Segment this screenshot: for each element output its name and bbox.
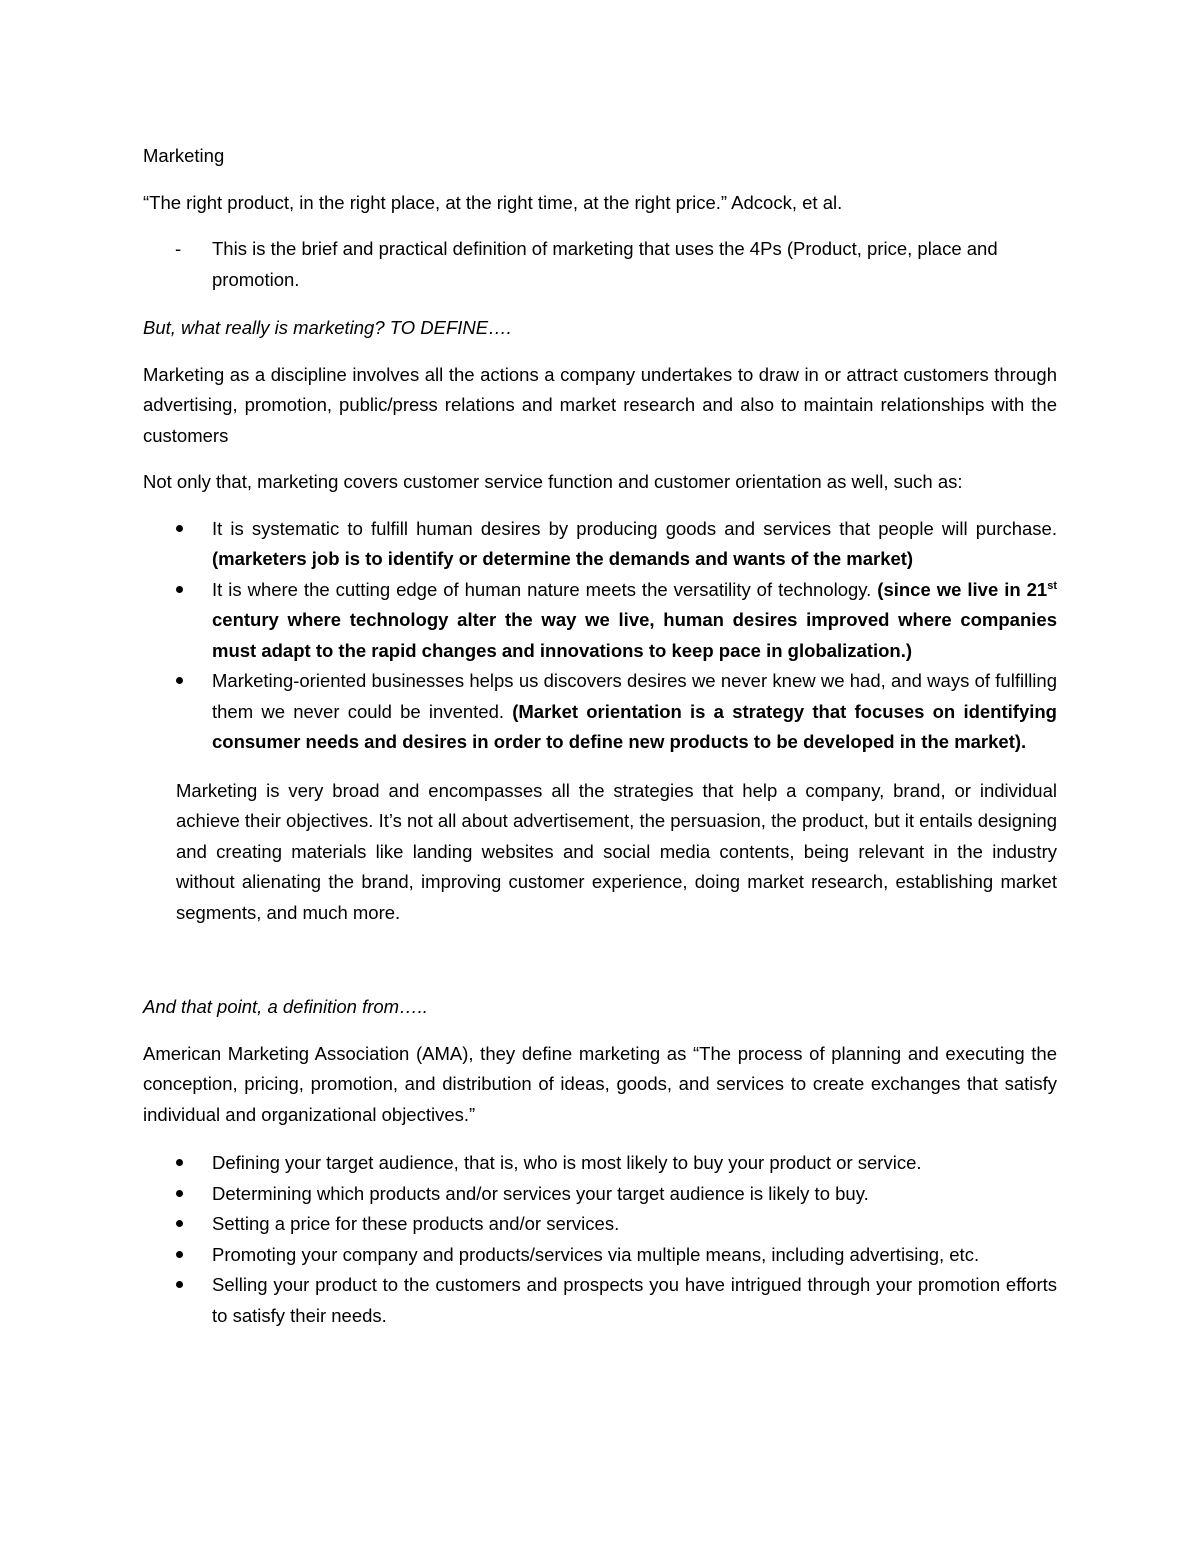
dash-item-text: This is the brief and practical definition of marketing that uses the 4Ps (Product, price, place and promotion.	[212, 238, 998, 290]
ordinal-sup: st	[1047, 579, 1057, 592]
list-item	[143, 575, 1057, 667]
list-item	[143, 666, 1057, 758]
bullet-icon	[176, 1281, 183, 1288]
spacer	[143, 928, 1057, 992]
list-item-text: Determining which products and/or services your target audience is likely to buy.	[212, 1182, 869, 1204]
bullet-icon	[176, 525, 183, 532]
list-item	[143, 1179, 1057, 1210]
list-item	[143, 1240, 1057, 1271]
list-item-bold: (marketers job is to identify or determine the demands and wants of the market)	[212, 548, 914, 569]
question-heading: But, what really is marketing? TO DEFINE….	[143, 317, 512, 338]
list-item-text: It is where the cutting edge of human nature meets the versatility of technology.	[212, 578, 878, 600]
doc-title: Marketing	[143, 145, 225, 166]
bold-before: (since we live in 21	[877, 578, 1048, 600]
bullet-icon	[176, 586, 183, 593]
orientation-list	[143, 514, 1057, 758]
not-only-paragraph: Not only that, marketing covers customer service function and customer orientation as well, such as:	[143, 471, 963, 492]
dash-marker: -	[175, 238, 182, 259]
list-item	[143, 1209, 1057, 1240]
list-item-text: Promoting your company and products/services via multiple means, including advertising, etc.	[212, 1243, 980, 1265]
list-item-text: It is systematic to fulfill human desires by producing goods and services that people will purchase.	[212, 517, 1057, 539]
list-item-bold: (Market orientation is a strategy that focuses on identifying consumer needs and desires in order to define new products to be developed in the market).	[212, 700, 1057, 752]
bold-after: century where technology alter the way we live, human desires improved where companies must adapt to the rapid changes and innovations to keep pace in globalization.)	[212, 609, 1057, 661]
bullet-icon	[176, 677, 183, 684]
document-page	[143, 141, 1057, 1331]
bullet-icon	[176, 1190, 183, 1197]
bullet-icon	[176, 1220, 183, 1227]
dash-list-item	[143, 234, 1057, 295]
list-item-text: Selling your product to the customers and prospects you have intrigued through your promotion efforts to satisfy their needs.	[212, 1274, 1057, 1326]
list-item	[143, 1148, 1057, 1179]
bullet-icon	[176, 1251, 183, 1258]
list-item-text: Marketing-oriented businesses helps us discovers desires we never knew we had, and ways of fulfilling them we never could be invented.	[212, 670, 1057, 722]
list-item-text: Setting a price for these products and/or services.	[212, 1213, 620, 1234]
and-that-point-heading: And that point, a definition from…..	[143, 996, 428, 1017]
broad-paragraph: Marketing is very broad and encompasses all the strategies that help a company, brand, or individual achieve their objectives. It’s not all about advertisement, the persuasion, the product, but it entails designing and creating materials like landing websites and social media contents, being relevant in the industry without alienating the brand, improving customer experience, doing market research, establishing market segments, and much more.	[176, 779, 1057, 923]
dash-list	[143, 234, 1057, 295]
list-item-text: Defining your target audience, that is, who is most likely to buy your product or service.	[212, 1152, 922, 1173]
opening-quote: “The right product, in the right place, at the right time, at the right price.” Adcock, et al.	[143, 191, 843, 213]
discipline-paragraph: Marketing as a discipline involves all the actions a company undertakes to draw in or attract customers through advertising, promotion, public/press relations and market research and also to maintain relationships with the customers	[143, 363, 1057, 446]
bullet-icon	[176, 1159, 183, 1166]
list-item	[143, 1270, 1057, 1331]
ama-paragraph: American Marketing Association (AMA), they define marketing as “The process of planning and executing the conception, pricing, promotion, and distribution of ideas, goods, and services to create exchanges that satisfy individual and organizational objectives.”	[143, 1042, 1057, 1125]
ama-list	[143, 1148, 1057, 1331]
list-item	[143, 514, 1057, 575]
